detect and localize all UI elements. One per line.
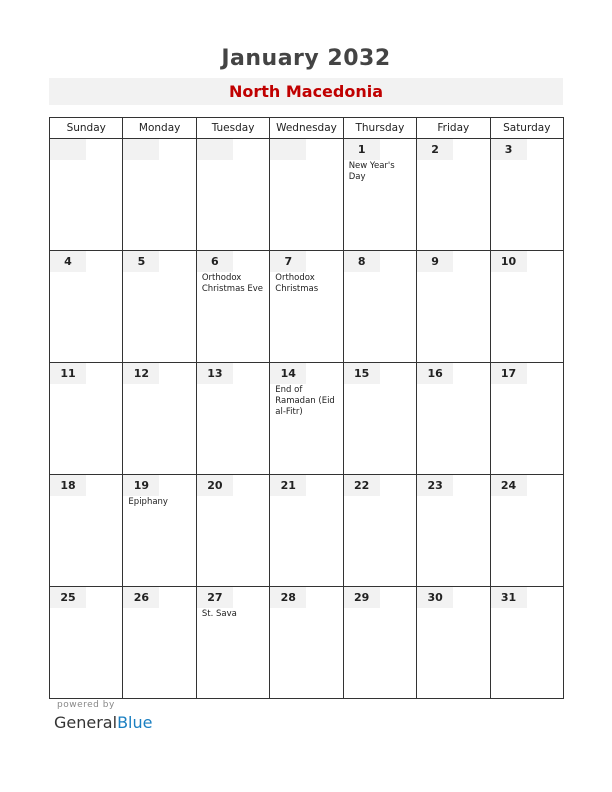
day-cell bbox=[343, 363, 416, 475]
day-cell bbox=[123, 139, 196, 251]
day-number: 31 bbox=[491, 587, 527, 608]
day-cell bbox=[343, 139, 416, 251]
day-cell bbox=[270, 475, 343, 587]
brand-logo[interactable] bbox=[54, 713, 152, 732]
day-cell bbox=[270, 587, 343, 699]
weekday-thursday: Thursday bbox=[343, 118, 416, 139]
weekday-tuesday: Tuesday bbox=[196, 118, 269, 139]
day-number: 8 bbox=[344, 251, 380, 272]
day-number: 23 bbox=[417, 475, 453, 496]
day-cell bbox=[417, 363, 490, 475]
day-cell bbox=[196, 363, 269, 475]
day-cell bbox=[196, 139, 269, 251]
day-cell bbox=[490, 475, 563, 587]
day-number: 9 bbox=[417, 251, 453, 272]
week-row bbox=[50, 587, 564, 699]
day-cell bbox=[490, 363, 563, 475]
day-cell bbox=[196, 475, 269, 587]
day-cell bbox=[50, 363, 123, 475]
day-number: 14 bbox=[270, 363, 306, 384]
day-number: 4 bbox=[50, 251, 86, 272]
day-cell bbox=[123, 363, 196, 475]
country-banner: North Macedonia bbox=[49, 78, 563, 105]
day-cell bbox=[270, 251, 343, 363]
week-row bbox=[50, 251, 564, 363]
holiday-label: New Year's Day bbox=[348, 161, 395, 182]
day-number: 1 bbox=[344, 139, 380, 160]
day-cell bbox=[417, 587, 490, 699]
week-row bbox=[50, 475, 564, 587]
day-cell bbox=[490, 251, 563, 363]
day-number: 24 bbox=[491, 475, 527, 496]
page-title: January 2032 bbox=[221, 46, 391, 71]
day-number: 13 bbox=[197, 363, 233, 384]
day-cell bbox=[270, 363, 343, 475]
day-number: 7 bbox=[270, 251, 306, 272]
weekday-saturday: Saturday bbox=[490, 118, 563, 139]
calendar-body bbox=[50, 139, 564, 699]
weekday-wednesday: Wednesday bbox=[270, 118, 343, 139]
day-cell bbox=[50, 139, 123, 251]
weekday-monday: Monday bbox=[123, 118, 196, 139]
day-cell bbox=[50, 251, 123, 363]
day-number: 5 bbox=[123, 251, 159, 272]
week-row bbox=[50, 139, 564, 251]
day-number: 11 bbox=[50, 363, 86, 384]
day-cell bbox=[417, 475, 490, 587]
calendar-grid bbox=[49, 117, 564, 699]
day-cell bbox=[417, 139, 490, 251]
holiday-label: Epiphany bbox=[128, 497, 168, 507]
day-cell bbox=[123, 475, 196, 587]
day-number: 18 bbox=[50, 475, 86, 496]
day-number: 3 bbox=[491, 139, 527, 160]
day-number: 29 bbox=[344, 587, 380, 608]
day-cell bbox=[196, 251, 269, 363]
day-cell bbox=[343, 475, 416, 587]
weekday-sunday: Sunday bbox=[50, 118, 123, 139]
weekday-friday: Friday bbox=[417, 118, 490, 139]
day-cell bbox=[50, 475, 123, 587]
day-number: 10 bbox=[491, 251, 527, 272]
day-cell bbox=[270, 139, 343, 251]
day-number bbox=[197, 139, 233, 160]
day-number: 17 bbox=[491, 363, 527, 384]
day-number bbox=[123, 139, 159, 160]
day-number: 27 bbox=[197, 587, 233, 608]
holiday-label: Orthodox Christmas bbox=[275, 273, 319, 294]
brand-general-text: General bbox=[54, 713, 118, 732]
brand-blue-text: Blue bbox=[117, 713, 153, 732]
day-number: 6 bbox=[197, 251, 233, 272]
day-cell bbox=[123, 251, 196, 363]
day-cell bbox=[490, 587, 563, 699]
weekday-header-row bbox=[50, 118, 564, 139]
week-row bbox=[50, 363, 564, 475]
powered-by-label: powered by bbox=[57, 700, 115, 710]
day-number: 19 bbox=[123, 475, 159, 496]
day-number: 20 bbox=[197, 475, 233, 496]
day-number: 30 bbox=[417, 587, 453, 608]
day-number: 28 bbox=[270, 587, 306, 608]
day-number bbox=[270, 139, 306, 160]
day-number: 16 bbox=[417, 363, 453, 384]
day-cell bbox=[123, 587, 196, 699]
day-number: 26 bbox=[123, 587, 159, 608]
day-cell bbox=[196, 587, 269, 699]
day-number: 25 bbox=[50, 587, 86, 608]
holiday-label: End of Ramadan (Eid al-Fitr) bbox=[275, 385, 335, 417]
day-number: 12 bbox=[123, 363, 159, 384]
day-number: 2 bbox=[417, 139, 453, 160]
day-cell bbox=[417, 251, 490, 363]
day-number: 15 bbox=[344, 363, 380, 384]
day-cell bbox=[343, 251, 416, 363]
holiday-label: St. Sava bbox=[201, 609, 237, 619]
day-cell bbox=[50, 587, 123, 699]
day-cell bbox=[343, 587, 416, 699]
day-cell bbox=[490, 139, 563, 251]
day-number: 21 bbox=[270, 475, 306, 496]
day-number bbox=[50, 139, 86, 160]
day-number: 22 bbox=[344, 475, 380, 496]
holiday-label: Orthodox Christmas Eve bbox=[201, 273, 264, 294]
